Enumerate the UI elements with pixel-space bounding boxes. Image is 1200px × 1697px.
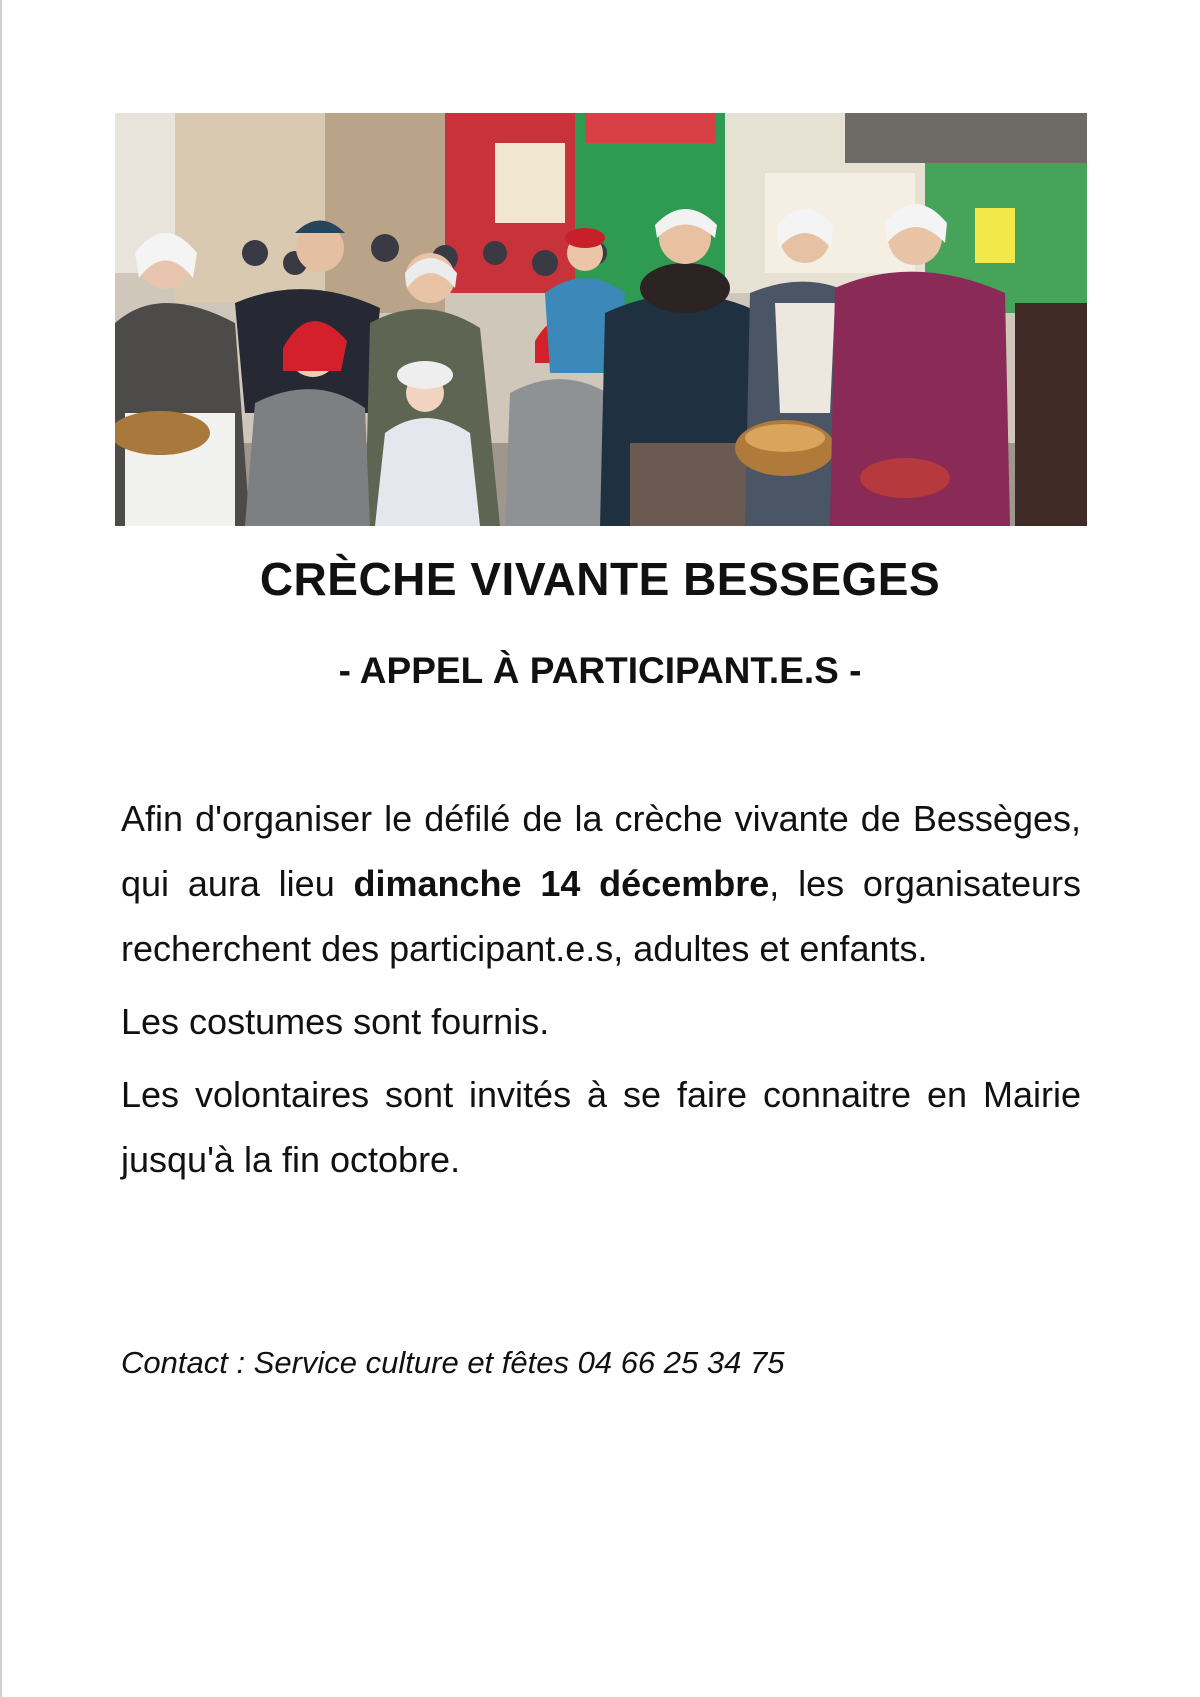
paragraph-event-intro: Afin d'organiser le défilé de la crèche vivante de Bessèges, qui aura lieu bbox=[121, 798, 1081, 904]
creche-photo bbox=[115, 113, 1087, 526]
paragraph-event-rest: , les organisateurs recherchent des participant.e.s, adultes et enfants. bbox=[121, 863, 1082, 969]
paragraph-volunteers: Les volontaires sont invités à se faire connaitre en Mairie jusqu'à la fin octobre. bbox=[121, 1074, 1081, 1180]
paragraph-costumes: Les costumes sont fournis. bbox=[121, 1001, 550, 1042]
page-edge bbox=[0, 0, 2, 1697]
paragraph-event bbox=[121, 786, 1081, 981]
announcement-body bbox=[121, 786, 1081, 1200]
event-date: dimanche 14 décembre bbox=[353, 863, 770, 904]
page-subtitle: - APPEL À PARTICIPANT.E.S - bbox=[338, 650, 862, 691]
contact-line: Contact : Service culture et fêtes 04 66 25 34 75 bbox=[121, 1345, 785, 1380]
page-title: CRÈCHE VIVANTE BESSEGES bbox=[259, 553, 941, 605]
